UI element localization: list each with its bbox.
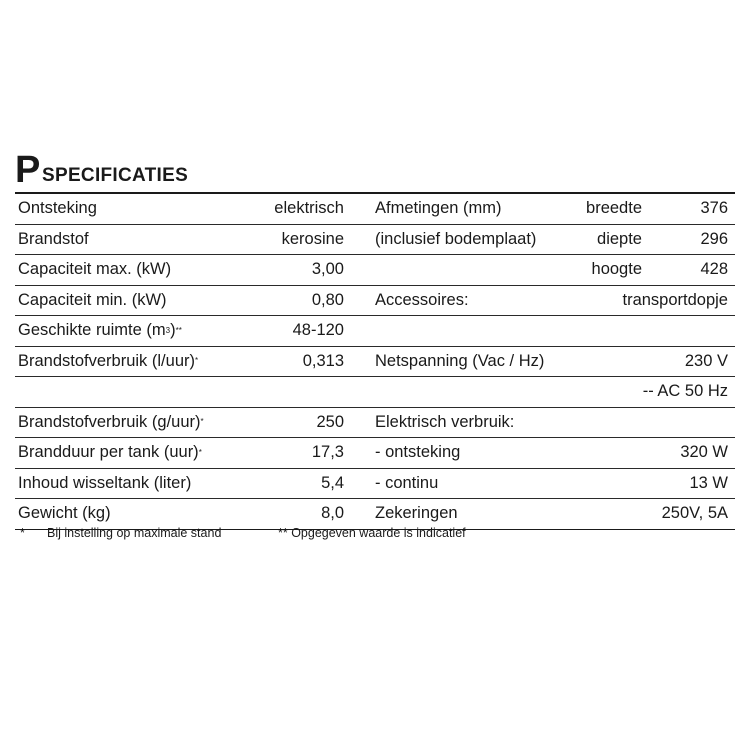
table-row <box>15 316 735 347</box>
table-row <box>15 499 735 530</box>
spec-right-sub: hoogte <box>591 260 642 279</box>
spec-right-sub: breedte <box>586 199 642 218</box>
spec-value: 48-120 <box>292 321 344 340</box>
spec-value: 5,4 <box>321 473 344 492</box>
footnote-1-text: Bij instelling op maximale stand <box>47 526 222 540</box>
spec-value: 0,313 <box>302 351 344 370</box>
spec-right-value: 428 <box>700 260 728 279</box>
table-row <box>15 469 735 500</box>
spec-value: 17,3 <box>311 443 344 462</box>
table-row <box>15 438 735 469</box>
table-row <box>15 408 735 439</box>
spec-right-value: 250V, 5A <box>661 504 728 523</box>
spec-right-label: Afmetingen (mm) <box>375 199 502 218</box>
spec-label: Capaciteit max. (kW) <box>18 260 172 279</box>
spec-right-value: 230 V <box>684 351 728 370</box>
spec-value: 0,80 <box>311 290 344 309</box>
footnote-2-text: ** Opgegeven waarde is indicatief <box>278 526 466 540</box>
spec-value: 8,0 <box>321 504 344 523</box>
table-row <box>15 194 735 225</box>
spec-label: Geschikte ruimte (m 3 ) ** <box>18 321 182 340</box>
spec-value: 250 <box>316 412 344 431</box>
table-row <box>15 347 735 378</box>
spec-label: Brandstofverbruik (g/uur) * <box>18 412 204 431</box>
table-row <box>15 255 735 286</box>
spec-label-text: Brandstofverbruik (g/uur) <box>18 412 201 431</box>
spec-label: Inhoud wisseltank (liter) <box>18 473 192 492</box>
spec-table <box>15 192 735 530</box>
spec-label: Brandduur per tank (uur) * <box>18 443 202 462</box>
spec-right-label: (inclusief bodemplaat) <box>375 229 537 248</box>
spec-right-value: 296 <box>700 229 728 248</box>
spec-right-label: - continu <box>375 473 439 492</box>
table-row <box>15 377 735 408</box>
heading-title: SPECIFICATIES <box>42 165 189 186</box>
spec-value: elektrisch <box>274 199 344 218</box>
spec-value: kerosine <box>281 229 344 248</box>
spec-right-label: Accessoires: <box>375 290 469 309</box>
spec-label: Ontsteking <box>18 199 97 218</box>
spec-value: 3,00 <box>311 260 344 279</box>
spec-label-text: Brandstofverbruik (l/uur) <box>18 351 195 370</box>
spec-label-text: Geschikte ruimte (m <box>18 321 166 340</box>
footnote-1-mark: * <box>20 526 25 540</box>
section-heading <box>15 150 735 190</box>
spec-label: Brandstof <box>18 229 89 248</box>
spec-right-value: 320 W <box>680 443 728 462</box>
table-row <box>15 286 735 317</box>
spec-right-label: Zekeringen <box>375 504 458 523</box>
spec-right-sub: diepte <box>597 229 642 248</box>
table-row <box>15 225 735 256</box>
spec-right-value: -- AC 50 Hz <box>642 382 728 401</box>
spec-right-value: 13 W <box>689 473 728 492</box>
spec-label: Brandstofverbruik (l/uur) * <box>18 351 199 370</box>
spec-right-value: transportdopje <box>622 290 728 309</box>
spec-label: Gewicht (kg) <box>18 504 111 523</box>
spec-label-close: ) <box>170 321 176 340</box>
spec-right-label: Elektrisch verbruik: <box>375 412 515 431</box>
spec-label: Capaciteit min. (kW) <box>18 290 167 309</box>
spec-right-label: - ontsteking <box>375 443 461 462</box>
spec-right-label: Netspanning (Vac / Hz) <box>375 351 545 370</box>
spec-right-value: 376 <box>700 199 728 218</box>
spec-label-text: Brandduur per tank (uur) <box>18 443 199 462</box>
heading-initial: P <box>15 149 41 191</box>
